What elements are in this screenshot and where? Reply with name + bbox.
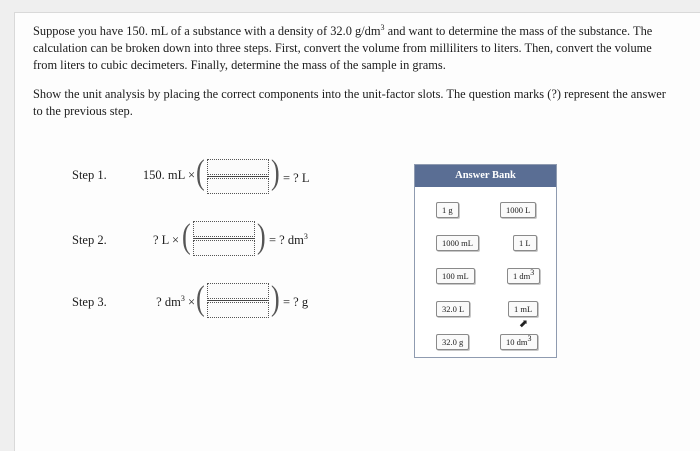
step-3-numerator-slot[interactable] <box>207 283 269 299</box>
answer-chip-1-L[interactable]: 1 L <box>513 235 537 251</box>
problem-paragraph: Suppose you have 150. mL of a substance with a density of 32.0 $g/dm^3$ and want to determine the mass of the substance. The calculation can be broken down into three steps. First, convert the volume from milliliters to liters. Then, convert the volume from liters to cubic decimeters. Finally, determine the mass of the sample in grams. <box>33 22 653 72</box>
left-paren: ( <box>182 216 191 256</box>
fraction-bar <box>207 176 269 177</box>
step-1-label: Step 1. <box>72 168 107 182</box>
step-1-numerator-slot[interactable] <box>207 159 269 175</box>
answer-bank <box>414 164 557 358</box>
question-panel <box>14 12 700 451</box>
answer-chip-1000-L[interactable]: 1000 L <box>500 202 536 218</box>
right-paren: ) <box>271 278 280 318</box>
step-3-prefix: ? $dm^3$ × <box>156 293 195 309</box>
answer-chip-10-dm3[interactable]: 10 $dm^3$ <box>500 334 538 350</box>
fraction-bar <box>207 300 269 301</box>
answer-chip-32-L[interactable]: 32.0 L <box>436 301 470 317</box>
mouse-cursor-icon: ⬈ <box>519 318 529 330</box>
step-3-result: = ? g <box>283 295 309 309</box>
answer-chip-100-mL[interactable]: 100 mL <box>436 268 475 284</box>
step-1-denominator-slot[interactable] <box>207 178 269 194</box>
answer-chip-1-dm3[interactable]: 1 $dm^3$ <box>507 268 540 284</box>
instructions-paragraph: Show the unit analysis by placing the correct components into the unit-factor slots. The question marks (?) represent the answer to the previous step. <box>33 87 666 118</box>
step-2-label: Step 2. <box>72 233 107 247</box>
answer-chip-1-g[interactable]: 1 g <box>436 202 459 218</box>
left-paren: ( <box>196 278 205 318</box>
step-2-prefix: ? L × <box>152 233 179 247</box>
step-2-numerator-slot[interactable] <box>193 221 255 237</box>
step-3-denominator-slot[interactable] <box>207 302 269 318</box>
right-paren: ) <box>257 216 266 256</box>
left-paren: ( <box>196 152 205 192</box>
step-1-prefix: 150. mL × <box>142 168 195 182</box>
step-2-denominator-slot[interactable] <box>193 240 255 256</box>
right-paren: ) <box>271 152 280 192</box>
step-3-label: Step 3. <box>72 295 107 309</box>
answer-chip-1000-mL[interactable]: 1000 mL <box>436 235 479 251</box>
answer-chip-32-g[interactable]: 32.0 g <box>436 334 469 350</box>
step-2-result: = ? $dm^3$ <box>269 231 308 247</box>
answer-bank-title: Answer Bank <box>415 165 556 187</box>
step-1-result: = ? L <box>283 171 310 185</box>
answer-chip-1-mL[interactable]: 1 mL <box>508 301 538 317</box>
fraction-bar <box>193 238 255 239</box>
